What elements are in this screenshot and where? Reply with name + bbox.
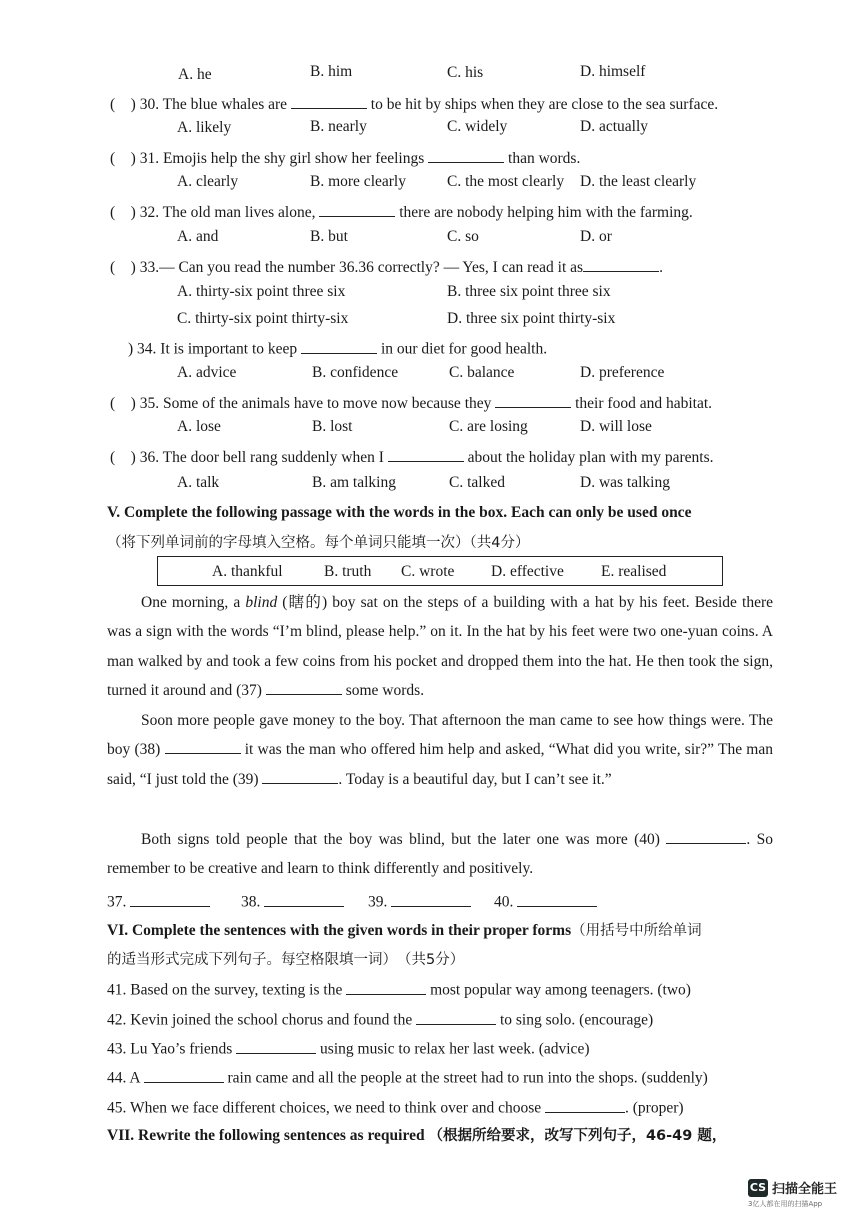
question-32 — [110, 200, 693, 222]
option-c: C. widely — [447, 118, 508, 135]
question-31 — [110, 146, 580, 168]
scanner-logo-icon: CS — [748, 1179, 768, 1197]
question-stem: 31. Emojis help the shy girl show her feelings — [139, 150, 425, 167]
passage-paragraph-2: Soon more people gave money to the boy. That afternoon the man came to see how things were. The boy (38) it was the man who offered him help and asked, “What did you write, sir?” The man said, “I just told the (39) . Today is a beautiful day, but I can’t see it.” — [107, 712, 773, 788]
answer-blank[interactable] — [236, 1037, 316, 1054]
answer-bracket: ( ) — [110, 395, 136, 412]
sentence-45: 45. When we face different choices, we need to think over and choose . (proper) — [107, 1096, 684, 1118]
option-c: C. the most clearly — [447, 173, 565, 190]
word-box — [157, 556, 723, 586]
answer-field[interactable] — [391, 890, 471, 907]
option-b: B. but — [310, 228, 348, 245]
answer-blank[interactable] — [346, 978, 426, 995]
answer-blank[interactable] — [545, 1096, 625, 1113]
option-c: C. balance — [449, 364, 515, 381]
section-5-heading: V. Complete the following passage with the words in the box. Each can only be used once — [107, 504, 692, 521]
option-c: C. thirty-six point thirty-six — [177, 310, 349, 327]
option-c: C. are losing — [449, 418, 528, 435]
answer-line-38: 38. — [241, 890, 344, 912]
question-30 — [110, 92, 718, 114]
answer-bracket: ( ) — [110, 96, 136, 113]
sentence-41: 41. Based on the survey, texting is the most popular way among teenagers. (two) — [107, 978, 691, 1000]
answer-bracket: ( ) — [110, 150, 136, 167]
question-stem: 32. The old man lives alone, — [139, 204, 316, 221]
answer-blank[interactable] — [495, 392, 571, 409]
sentence-43: 43. Lu Yao’s friends using music to relax her last week. (advice) — [107, 1037, 589, 1059]
answer-line-37: 37. — [107, 890, 210, 912]
answer-field[interactable] — [130, 890, 210, 907]
glossed-word: blind — [245, 594, 278, 611]
option-b: B. him — [310, 63, 353, 80]
section-5-instruction: （将下列单词前的字母填入空格。每个单词只能填一次）（共4分） — [107, 535, 530, 551]
sentence-42: 42. Kevin joined the school chorus and found the to sing solo. (encourage) — [107, 1008, 653, 1030]
question-stem: ) 34. It is important to keep — [128, 340, 298, 358]
answer-blank[interactable] — [583, 256, 659, 273]
option-b: B. nearly — [310, 118, 367, 135]
option-a: A. talk — [177, 474, 220, 491]
question-stem-end: . — [659, 259, 663, 276]
question-stem-end: their food and habitat. — [575, 395, 712, 412]
word-option: C. wrote — [401, 563, 455, 580]
answer-blank-38[interactable] — [165, 738, 241, 755]
option-d: D. the least clearly — [580, 173, 697, 190]
passage-paragraph-3: Both signs told people that the boy was blind, but the later one was more (40) . So remember to be creative and learn to think differently and positively. — [107, 825, 773, 884]
option-a: A. clearly — [177, 173, 239, 190]
answer-blank-37[interactable] — [266, 678, 342, 695]
word-option: E. realised — [601, 563, 667, 580]
option-c: C. his — [447, 64, 484, 81]
option-a: A. and — [177, 228, 219, 245]
answer-blank[interactable] — [416, 1008, 496, 1025]
answer-blank[interactable] — [291, 93, 367, 110]
question-stem: 35. Some of the animals have to move now because they — [139, 395, 492, 412]
answer-bracket: ( ) — [110, 204, 136, 221]
question-stem-end: in our diet for good health. — [380, 340, 548, 358]
option-b: B. three six point three six — [447, 283, 611, 300]
option-b: B. confidence — [312, 364, 399, 381]
answer-blank[interactable] — [388, 446, 464, 463]
answer-field[interactable] — [264, 890, 344, 907]
answer-field[interactable] — [517, 890, 597, 907]
answer-bracket: ( ) — [110, 259, 136, 276]
answer-blank-40[interactable] — [666, 828, 746, 845]
question-stem-end: to be hit by ships when they are close to the sea surface. — [370, 96, 719, 113]
scanner-watermark — [748, 1178, 837, 1209]
option-c: C. talked — [449, 474, 505, 491]
option-b: B. am talking — [312, 474, 396, 491]
section-6-heading: VI. Complete the sentences with the given words in their proper forms（用括号中所给单词 — [107, 922, 702, 939]
answer-blank[interactable] — [301, 337, 377, 354]
option-d: D. himself — [580, 63, 646, 80]
option-a: A. likely — [177, 119, 232, 136]
scanner-tagline: 3亿人都在用的扫描App — [748, 1200, 823, 1208]
word-option: A. thankful — [212, 563, 283, 580]
answer-blank[interactable] — [319, 201, 395, 218]
word-option: D. effective — [491, 563, 564, 580]
question-stem: 36. The door bell rang suddenly when I — [139, 449, 384, 466]
option-b: B. lost — [312, 418, 353, 435]
option-d: D. three six point thirty-six — [447, 310, 616, 327]
question-stem-end: there are nobody helping him with the farming. — [399, 204, 693, 221]
passage-paragraph-1: One morning, a blind (瞎的) boy sat on the steps of a building with a hat by his feet. Beside there was a sign with the words “I’m blind, please help.” on it. In the hat by his feet were two one-yuan coins. A man walked by and took a few coins from his pocket and dropped them into the hat. He then took the sign, turned it around and (37) some words. — [107, 594, 773, 699]
option-a: A. lose — [177, 418, 221, 435]
section-6-instruction: 的适当形式完成下列句子。每空格限填一词） （共5分） — [107, 952, 465, 968]
answer-blank[interactable] — [428, 147, 504, 164]
option-d: D. preference — [580, 364, 665, 381]
answer-line-39: 39. — [368, 890, 471, 912]
question-stem: 30. The blue whales are — [139, 96, 288, 113]
option-d: D. was talking — [580, 474, 670, 491]
option-a: A. advice — [177, 364, 237, 381]
option-c: C. so — [447, 228, 479, 245]
question-stem-end: than words. — [508, 150, 581, 167]
option-a: A. he — [178, 66, 212, 83]
answer-line-40: 40. — [494, 890, 597, 912]
answer-blank-39[interactable] — [262, 767, 338, 784]
answer-bracket: ( ) — [110, 449, 136, 466]
option-d: D. will lose — [580, 418, 652, 435]
option-b: B. more clearly — [310, 173, 406, 190]
sentence-44: 44. A rain came and all the people at the street had to run into the shops. (suddenly) — [107, 1066, 708, 1088]
answer-blank[interactable] — [144, 1066, 224, 1083]
word-option: B. truth — [324, 563, 372, 580]
option-d: D. actually — [580, 118, 649, 135]
question-33 — [110, 255, 663, 277]
section-7-heading: VII. Rewrite the following sentences as required （根据所给要求，改写下列句子，46-49 题， — [107, 1127, 727, 1144]
scanner-app-name: 扫描全能王 — [772, 1182, 838, 1197]
option-d: D. or — [580, 228, 612, 245]
question-34 — [128, 337, 547, 359]
question-stem-end: about the holiday plan with my parents. — [467, 449, 714, 466]
question-36 — [110, 445, 713, 467]
question-35 — [110, 391, 712, 413]
question-stem: 33.— Can you read the number 36.36 correctly? — Yes, I can read it as — [139, 259, 584, 276]
option-a: A. thirty-six point three six — [177, 283, 346, 300]
